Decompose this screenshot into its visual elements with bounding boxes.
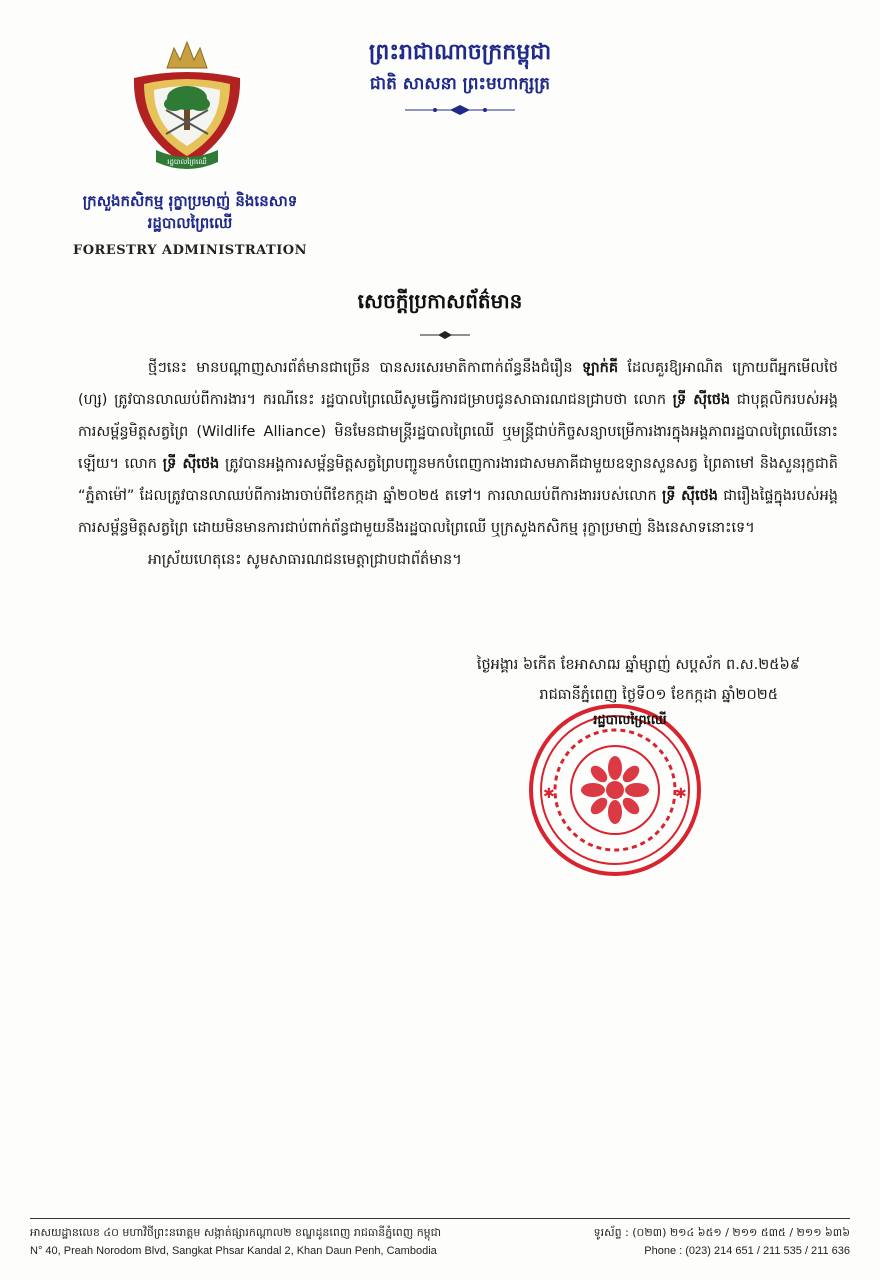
national-motto: ជាតិ សាសនា ព្រះមហាក្សត្រ bbox=[369, 74, 551, 94]
ministry-block bbox=[55, 190, 325, 262]
svg-text:✱: ✱ bbox=[543, 786, 555, 802]
department-name: រដ្ឋបាលព្រៃឈើ bbox=[147, 214, 233, 232]
document-title: សេចក្តីប្រកាសព័ត៌មាន bbox=[357, 289, 523, 313]
ministry-name: ក្រសួងកសិកម្ម រុក្ខាប្រមាញ់ និងនេសាទ bbox=[82, 192, 298, 210]
address-en: N° 40, Preah Norodom Blvd, Sangkat Phsar Kandal 2, Khan Daun Penh, Cambodia bbox=[30, 1245, 437, 1257]
address-km: អាសយដ្ឋានលេខ ៤០ មហាវិថីព្រះនរោត្តម សង្កាត់ផ្សារកណ្តាល២ ខណ្ឌដូនពេញ រាជធានីភ្នំពេញ កម្ពុជា bbox=[30, 1226, 442, 1239]
footer-address bbox=[30, 1224, 530, 1260]
svg-text:រដ្ឋបាលព្រៃឈើ: រដ្ឋបាលព្រៃឈើ bbox=[167, 158, 207, 166]
bold-name: ទ្រី ស៊ីថេង bbox=[672, 392, 731, 408]
title-ornament-icon bbox=[420, 330, 470, 340]
bold-name: ទ្រី ស៊ីថេង bbox=[661, 488, 718, 504]
department-name-en: FORESTRY ADMINISTRATION bbox=[72, 243, 308, 258]
forestry-administration-logo bbox=[122, 38, 252, 178]
svg-text:✱: ✱ bbox=[675, 786, 687, 802]
main-paragraph: ថ្មីៗនេះ មានបណ្តាញសារព័ត៌មានជាច្រើន បានសរសេរមាតិកាពាក់ព័ន្ធនឹងជំរឿន ឡាក់គី ដែលគួរឱ្យអាណិត ក្រោយពីអ្នកមើលថៃ (ហ្ស) ត្រូវបានលាឈប់ពីការងារ។ ករណីនេះ រដ្ឋបាលព្រៃឈើសូមធ្វើការជម្រាបជូនសាធារណជនជ្រាបថា លោក ទ្រី ស៊ីថេង ជាបុគ្គលិករបស់អង្គការសម្ព័ន្ធមិត្តសត្វព្រៃ (Wildlife Alliance) មិនមែនជាមន្ត្រីរដ្ឋបាលព្រៃឈើ ឬមន្ត្រីជាប់កិច្ចសន្យាបម្រើការងារក្នុងអង្គភាពរដ្ឋបាលព្រៃឈើនោះឡើយ។ លោក ទ្រី ស៊ីថេង ត្រូវបានអង្គការសម្ព័ន្ធមិត្តសត្វព្រៃបញ្ជូនមកបំពេញការងារជាសមភាគីជាមួយឧទ្យានសួនសត្វ ព្រៃតាមៅ និងសួនរុក្ខជាតិ “ភ្នំតាម៉ៅ” ដែលត្រូវបានលាឈប់ពីការងារចាប់ពីខែកក្កដា ឆ្នាំ២០២៥ តទៅ។ ការលាឈប់ពីការងាររបស់លោក ទ្រី ស៊ីថេង ជារឿងផ្ទៃក្នុងរបស់អង្គការសម្ព័ន្ធមិត្តសត្វព្រៃ ដោយមិនមានការជាប់ពាក់ព័ន្ធជាមួយនឹងរដ្ឋបាលព្រៃឈើ ឬក្រសួងកសិកម្ម រុក្ខាប្រមាញ់ និងនេសាទនោះទេ។ bbox=[78, 360, 839, 536]
footer-divider bbox=[30, 1218, 850, 1219]
announcement-body bbox=[78, 352, 838, 576]
kingdom-header bbox=[330, 38, 590, 120]
phone-km: ទូរស័ព្ទ : (០២៣) ២១៤ ៦៥១ / ២១១ ៥៣៥ / ២១១ ៦៣៦ bbox=[593, 1226, 850, 1239]
kingdom-title: ព្រះរាជាណាចក្រកម្ពុជា bbox=[368, 40, 552, 65]
bold-name: ឡាក់គី bbox=[581, 360, 619, 376]
footer-phone bbox=[550, 1224, 850, 1260]
ornament-divider-icon bbox=[405, 104, 515, 116]
phone-en: Phone : (023) 214 651 / 211 535 / 211 636 bbox=[644, 1245, 850, 1257]
closing-paragraph: អាស្រ័យហេតុនេះ សូមសាធារណជនមេត្តាជ្រាបជាព័ត៌មាន។ bbox=[148, 552, 462, 568]
solar-date: រាជធានីភ្នំពេញ ថ្ងៃទី០១ ខែកក្កដា ឆ្នាំ២០២៥ bbox=[539, 687, 778, 703]
lunar-date: ថ្ងៃអង្គារ ៦កើត ខែអាសាឍ ឆ្នាំម្សាញ់ សប្តស័ក ព.ស.២៥៦៩ bbox=[476, 657, 800, 673]
bold-name: ទ្រី ស៊ីថេង bbox=[162, 456, 220, 472]
signing-office: រដ្ឋបាលព្រៃឈើ bbox=[593, 713, 667, 728]
